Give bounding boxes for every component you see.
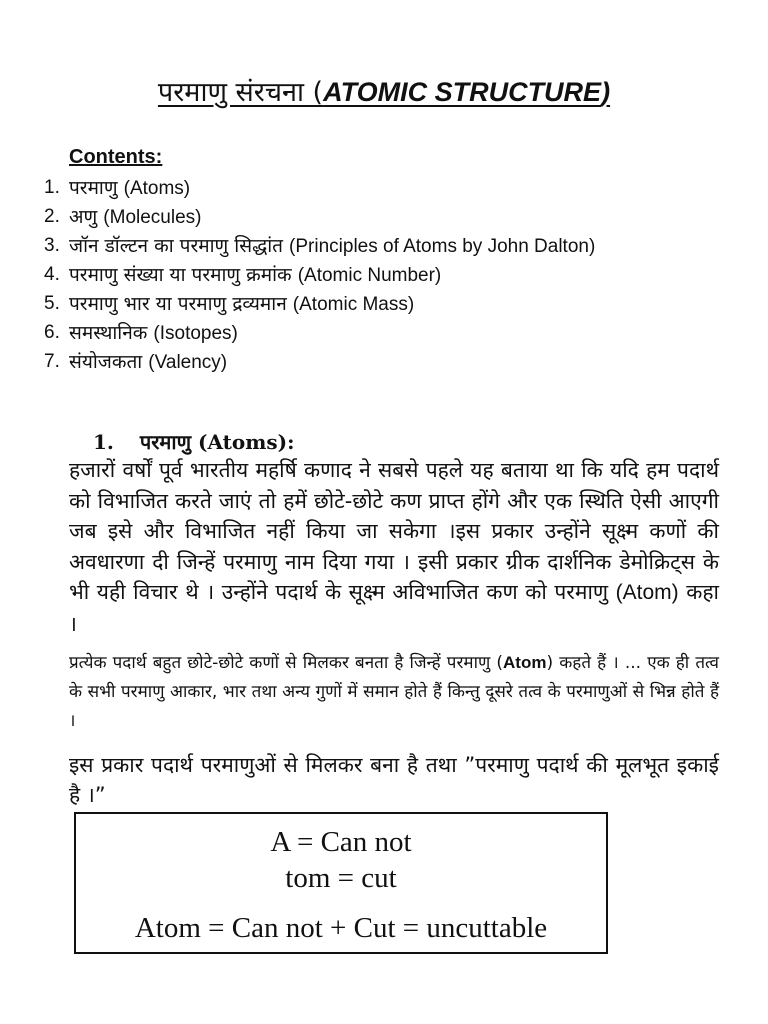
contents-item-number: 7. <box>44 351 60 372</box>
contents-item <box>44 261 729 290</box>
contents-item <box>44 348 729 377</box>
section-heading-atoms <box>93 428 294 455</box>
contents-item-english: (Principles of Atoms by John Dalton) <box>289 236 596 257</box>
contents-item-hindi: परमाणु <box>69 177 124 199</box>
contents-item-english: (Valency) <box>148 352 228 373</box>
contents-item-hindi: परमाणु संख्या या परमाणु क्रमांक <box>69 264 298 286</box>
etymology-line-3: Atom = Can not + Cut = uncuttable <box>134 912 548 944</box>
paragraph-definition-english: Atom <box>503 653 547 672</box>
contents-item-number: 5. <box>44 293 60 314</box>
paragraph-definition <box>69 648 719 736</box>
page-title <box>0 72 768 109</box>
contents-item-number: 6. <box>44 322 60 343</box>
section-number: 1. <box>93 430 114 454</box>
contents-list <box>44 174 729 377</box>
etymology-line-1: A = Can not <box>270 826 412 858</box>
contents-item-hindi: जॉन डॉल्टन का परमाणु सिद्धांत <box>69 235 290 257</box>
contents-item-english: (Atoms) <box>123 178 191 199</box>
contents-item-number: 4. <box>44 264 60 285</box>
atom-etymology-box <box>74 812 608 954</box>
title-english: ATOMIC STRUCTURE <box>323 77 602 107</box>
paragraph-definition-end: ) कहते हैं । ... एक ही तत्व के सभी परमाणु आकार, भार तथा अन्य गुणों में समान होते हैं किन्तु दूसरे तत्व के परमाणुओं से भिन्न होते हैं । <box>69 653 719 731</box>
section-title: परमाणु (Atoms): <box>139 430 295 454</box>
paragraph-definition-text: प्रत्येक पदार्थ बहुत छोटे-छोटे कणों से मिलकर बनता है जिन्हें परमाणु ( <box>69 653 504 673</box>
contents-item <box>44 319 729 348</box>
paragraph-history-end: कहा । <box>69 580 719 636</box>
contents-item-number: 3. <box>44 235 60 256</box>
contents-item <box>44 232 729 261</box>
contents-item-english: (Atomic Mass) <box>292 294 415 315</box>
paragraph-conclusion: इस प्रकार पदार्थ परमाणुओं से मिलकर बना है तथा ”परमाणु पदार्थ की मूलभूत इकाई है ।” <box>69 753 719 807</box>
contents-item-number: 2. <box>44 206 60 227</box>
contents-item-hindi: परमाणु भार या परमाणु द्रव्यमान <box>69 293 293 315</box>
paragraph-history <box>69 455 719 639</box>
contents-item-english: (Atomic Number) <box>297 265 442 286</box>
paragraph-history-text: हजारों वर्षों पूर्व भारतीय महर्षि कणाद ने सबसे पहले यह बताया था कि यदि हम पदार्थ को विभाजित करते जाएं तो हमें छोटे-छोटे कण प्राप्त होंगे और एक स्थिति ऐसी आएगी जब इसे और विभाजित नहीं किया जा सकेगा ।इस प्रकार उन्होंने सूक्ष्म कणों की अवधारणा दी जिन्हें परमाणु नाम दिया गया । इसी प्रकार ग्रीक दार्शनिक डेमोक्रिट्स के भी यही विचार थे । उन्होंने पदार्थ के सूक्ष्म अविभाजित कण को परमाणु <box>69 458 719 604</box>
contents-item-english: (Molecules) <box>103 207 202 228</box>
contents-item-hindi: अणु <box>69 206 104 228</box>
contents-item-number: 1. <box>44 177 60 198</box>
contents-item <box>44 203 729 232</box>
contents-item-hindi: समस्थानिक <box>69 322 154 344</box>
title-hindi: परमाणु संरचना ( <box>157 77 324 108</box>
contents-item-english: (Isotopes) <box>153 323 238 344</box>
contents-item <box>44 174 729 203</box>
contents-item-hindi: संयोजकता <box>69 351 149 373</box>
etymology-line-2: tom = cut <box>285 862 397 894</box>
contents-heading: Contents: <box>69 146 163 168</box>
title-close-paren: ) <box>601 77 611 107</box>
paragraph-history-english: (Atom) <box>615 581 679 604</box>
contents-item <box>44 290 729 319</box>
